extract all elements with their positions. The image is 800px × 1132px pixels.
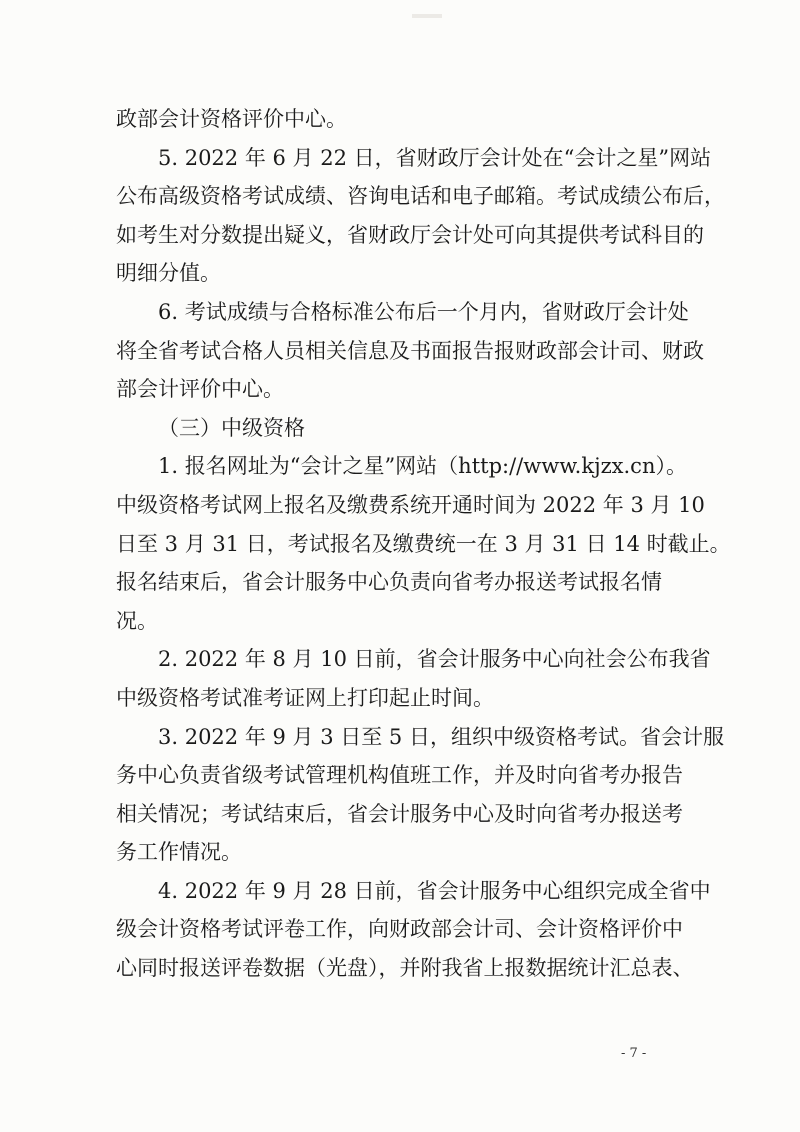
text-line: 2. 2022 年 8 月 10 日前，省会计服务中心向社会公布我省 xyxy=(158,647,711,672)
text-line: 政部会计资格评价中心。 xyxy=(116,107,347,131)
text-line: 4. 2022 年 9 月 28 日前，省会计服务中心组织完成全省中 xyxy=(158,878,711,903)
text-line: 中级资格考试准考证网上打印起止时间。 xyxy=(116,685,494,710)
text-line: 部会计评价中心。 xyxy=(116,377,284,402)
text-line: 报名结束后，省会计服务中心负责向省考办报送考试报名情 xyxy=(116,570,662,595)
section-heading: （三）中级资格 xyxy=(158,415,305,440)
text-line: 公布高级资格考试成绩、咨询电话和电子邮箱。考试成绩公布后， xyxy=(116,184,725,209)
page-number: - 7 - xyxy=(621,1046,647,1061)
text-line: 心同时报送评卷数据（光盘），并附我省上报数据统计汇总表、 xyxy=(116,956,694,981)
text-line: 务工作情况。 xyxy=(116,840,242,865)
text-line: 5. 2022 年 6 月 22 日，省财政厅会计处在“会计之星”网站 xyxy=(158,145,712,170)
text-line: 日至 3 月 31 日，考试报名及缴费统一在 3 月 31 日 14 时截止。 xyxy=(116,531,731,556)
text-line: 相关情况；考试结束后，省会计服务中心及时向省考办报送考 xyxy=(116,801,683,826)
body-text xyxy=(116,100,731,988)
text-line: 6. 考试成绩与合格标准公布后一个月内，省财政厅会计处 xyxy=(158,299,689,324)
text-line: 况。 xyxy=(116,608,158,633)
text-line: 务中心负责省级考试管理机构值班工作，并及时向省考办报告 xyxy=(116,763,683,788)
text-line: 中级资格考试网上报名及缴费系统开通时间为 2022 年 3 月 10 xyxy=(116,492,705,517)
scan-mark xyxy=(412,14,442,18)
text-line: 3. 2022 年 9 月 3 日至 5 日，组织中级资格考试。省会计服 xyxy=(158,724,724,749)
text-line: 如考生对分数提出疑义，省财政厅会计处可向其提供考试科目的 xyxy=(116,222,704,247)
text-line: 1. 报名网址为“会计之星”网站（http://www.kjzx.cn）。 xyxy=(158,454,687,479)
text-line: 明细分值。 xyxy=(116,261,221,286)
text-line: 级会计资格考试评卷工作，向财政部会计司、会计资格评价中 xyxy=(116,917,683,942)
text-line: 将全省考试合格人员相关信息及书面报告报财政部会计司、财政 xyxy=(116,338,704,363)
